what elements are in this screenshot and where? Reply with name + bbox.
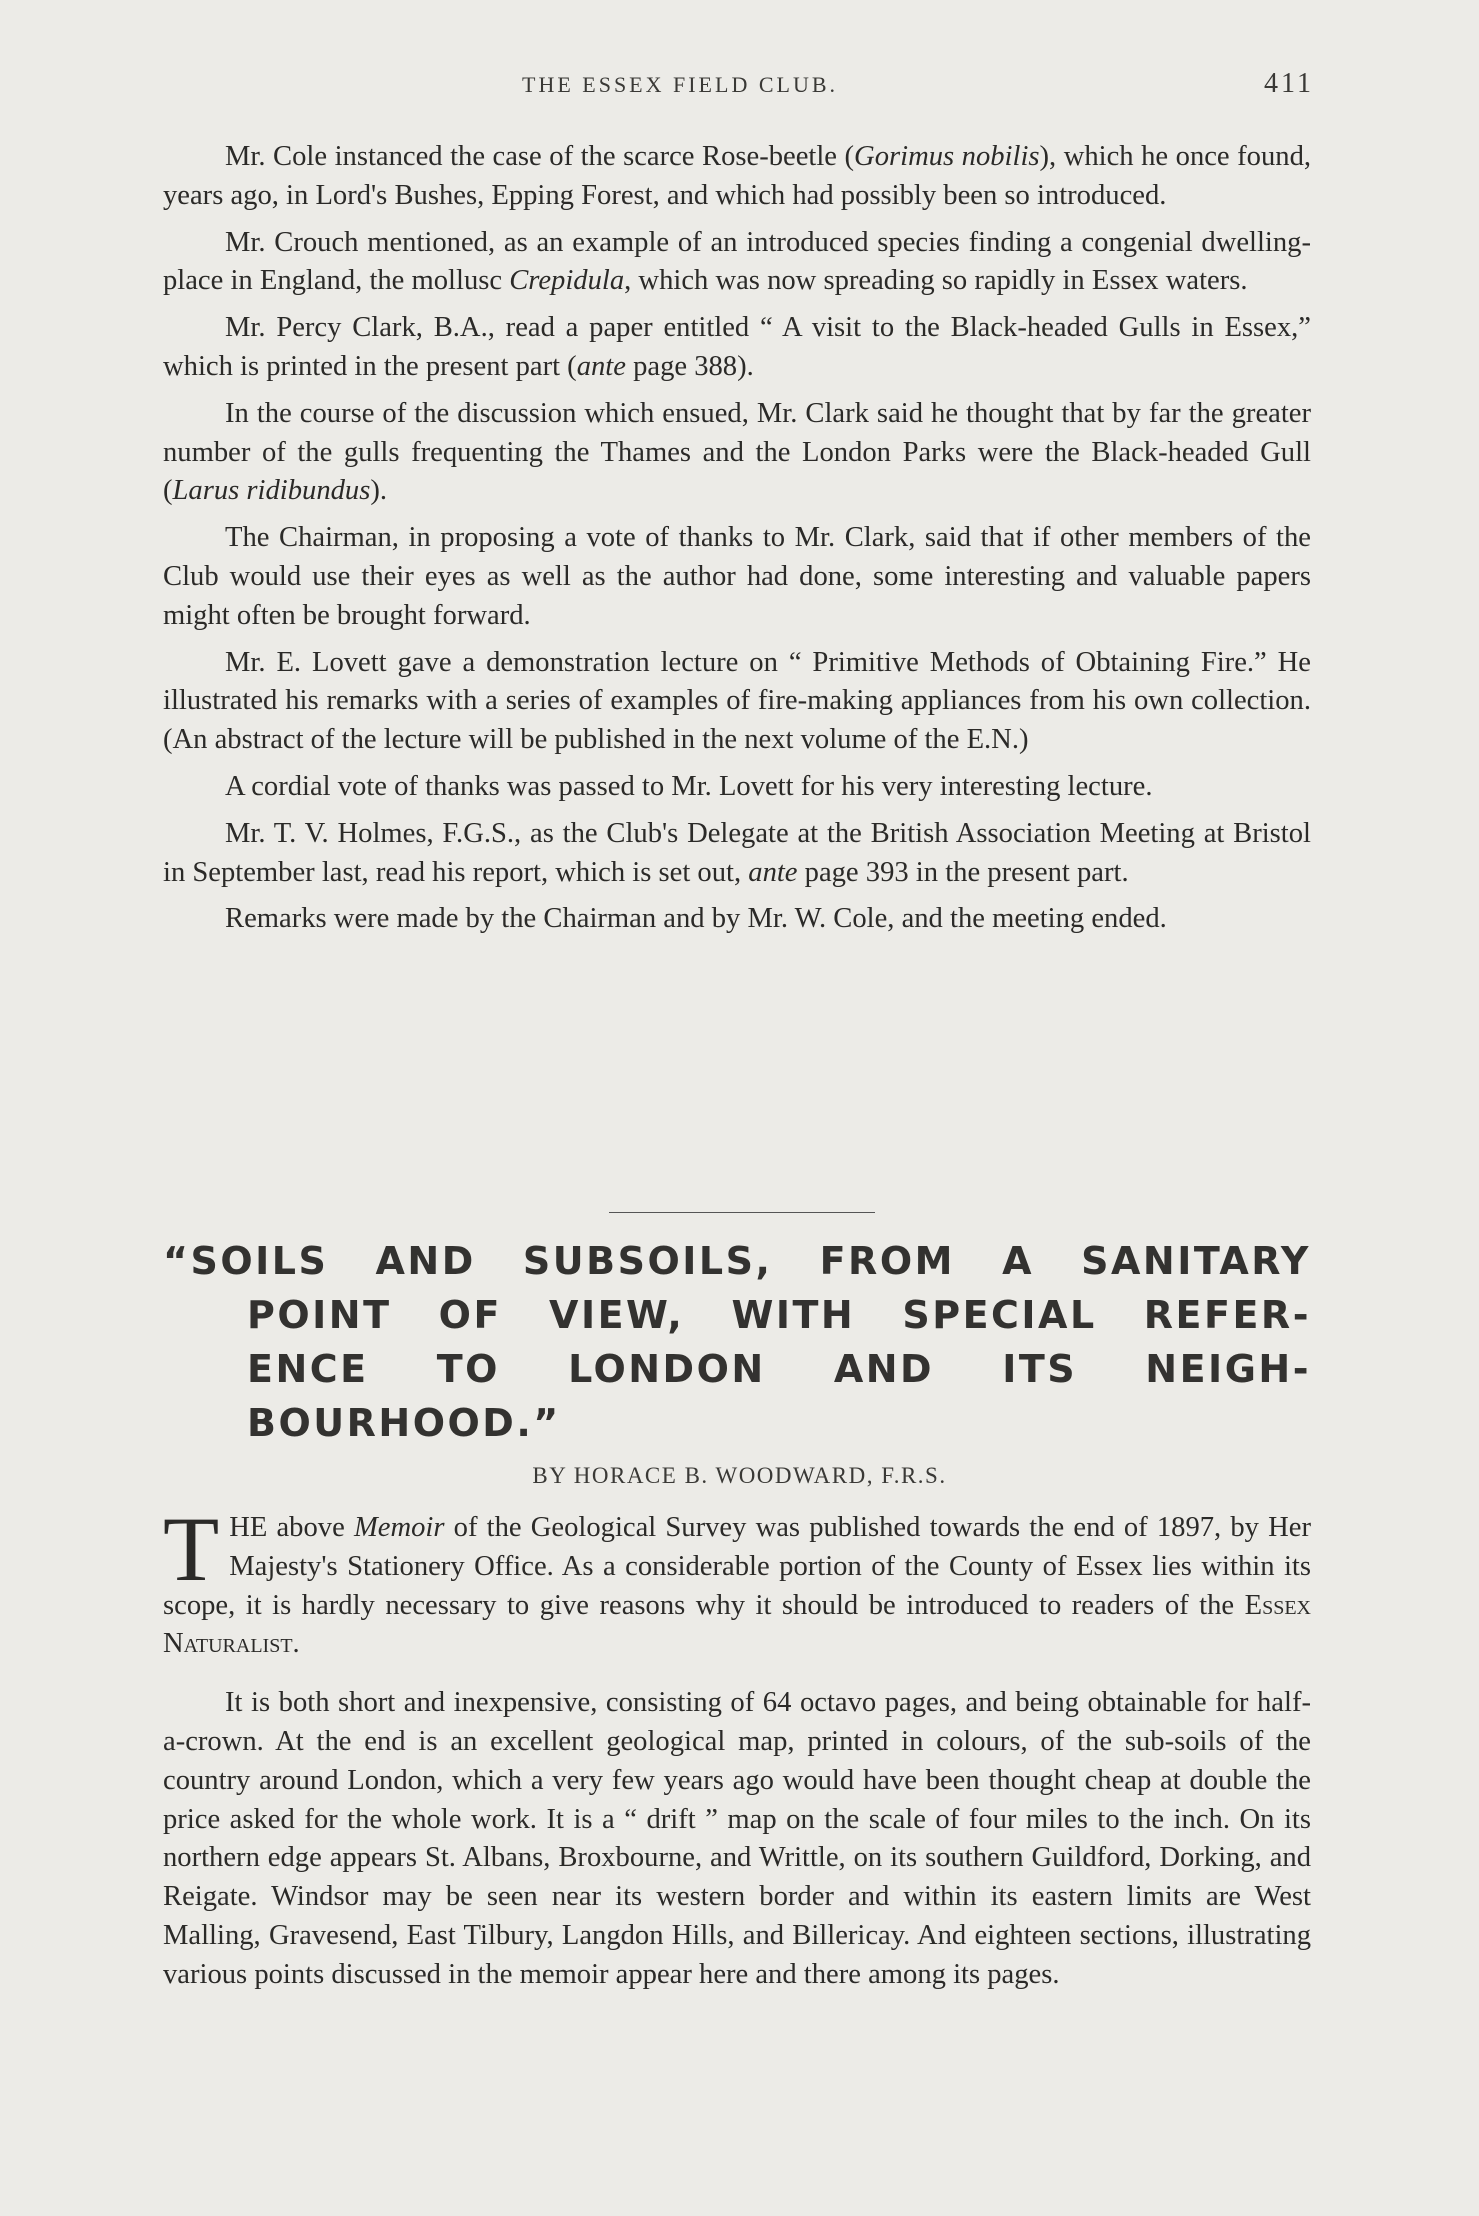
title-word: VIEW, (549, 1293, 685, 1337)
text-run: HE above (229, 1512, 354, 1543)
title-word: SPECIAL (902, 1293, 1097, 1337)
title-word: AND (833, 1347, 935, 1391)
meeting-report (163, 138, 1311, 947)
text-run: . (292, 1628, 300, 1660)
byline: BY HORACE B. WOODWARD, F.R.S. (532, 1463, 947, 1488)
title-word: TO (436, 1347, 500, 1391)
text-run: Mr. Cole instanced the case of the scarce Rose-beetle ( (225, 141, 855, 172)
article-title (163, 1234, 1311, 1450)
title-line (163, 1288, 1311, 1342)
text-run: , which was now spreading so rapidly in Essex waters. (624, 265, 1248, 297)
title-word: REFER- (1143, 1293, 1311, 1337)
title-word: POINT (247, 1293, 392, 1337)
title-word: SANITARY (1081, 1239, 1311, 1283)
title-word: A (1002, 1239, 1034, 1283)
title-word: “SOILS (163, 1239, 329, 1283)
text-run: Mr. E. Lovett gave a demonstration lecture on “ Primitive Methods of Obtaining Fire.” He illustrated his remarks with a series of examples of fire-making appliances from his own collection. (An abstract of the lecture will be published in the next volume of the E.N.) (163, 646, 1311, 756)
text-run: of the Geological Survey was published towards the end of 1897, by Her Majesty's Stationery Office. As a considerable portion of the County of Essex lies within its scope, it is hardly necessary to give reasons why it should be introduced to readers of the (163, 1512, 1312, 1621)
title-line (163, 1234, 1311, 1288)
report-paragraph (163, 644, 1311, 760)
drop-cap: T (163, 1498, 220, 1600)
report-paragraph (163, 395, 1311, 511)
title-line (163, 1342, 1311, 1396)
page-number: 411 (1264, 68, 1314, 99)
italic-term: ante (748, 856, 798, 888)
report-paragraph (163, 815, 1311, 893)
report-paragraph (163, 138, 1311, 216)
report-paragraph (163, 768, 1311, 807)
running-head: THE ESSEX FIELD CLUB. (522, 72, 838, 97)
title-word: OF (438, 1293, 502, 1337)
title-word: ITS (1002, 1347, 1078, 1391)
text-run: Mr. Percy Clark, B.A., read a paper entitled “ A visit to the Black-headed Gulls in Essex,” which is printed in the present part ( (163, 312, 1311, 382)
text-run: page 393 in the present part. (797, 856, 1129, 888)
text-run: The Chairman, in proposing a vote of thanks to Mr. Clark, said that if other members of the Club would use their eyes as well as the author had done, some interesting and valuable papers might often be brought forward. (163, 522, 1311, 631)
title-word: WITH (731, 1293, 856, 1337)
italic-term: Larus ridibundus (172, 475, 371, 507)
title-word: ENCE (247, 1347, 369, 1391)
title-word: FROM (819, 1239, 955, 1283)
italic-term: ante (576, 350, 626, 382)
article-paragraph-1 (163, 1498, 1312, 1664)
text-run: Mr. T. V. Holmes, F.G.S., as the Club's Delegate at the British Association Meeting at Bristol in September last, read his report, which is set out, (163, 817, 1311, 888)
text-run: ), which he once found, years ago, in Lord's Bushes, Epping Forest, and which had possibly been so introduced. (163, 141, 1312, 211)
text-run: ). (370, 475, 388, 507)
text-run: Mr. Crouch mentioned, as an example of an introduced species finding a congenial dwelling-place in England, the mollusc (163, 226, 1311, 297)
title-word: BOURHOOD.” (247, 1401, 561, 1445)
report-paragraph (163, 224, 1311, 302)
text-run: In the course of the discussion which ensued, Mr. Clark said he thought that by far the greater number of the gulls frequenting the Thames and the London Parks were the Black-headed Gull ( (163, 397, 1311, 507)
section-divider (609, 1212, 875, 1213)
report-paragraph (163, 309, 1311, 387)
italic-term: Crepidula (509, 265, 625, 297)
title-line (163, 1396, 1311, 1450)
text-run: page 388). (625, 350, 754, 382)
small-caps-text: Essex Naturalist (163, 1589, 1311, 1660)
article-paragraph-2: It is both short and inexpensive, consisting of 64 octavo pages, and being obtainable for half-a-crown. At the end is an excellent geological map, printed in colours, of the sub-soils of the country around London, which a very few years ago would have been thought cheap at double the price asked for the whole work. It is a “ drift ” map on the scale of four miles to the inch. On its northern edge appears St. Albans, Broxbourne, and Writtle, on its southern Guildford, Dorking, and Reigate. Windsor may be seen near its western border and within its eastern limits are West Malling, Gravesend, East Tilbury, Langdon Hills, and Billericay. And eighteen sections, illustrating various points discussed in the memoir appear here and there among its pages. (163, 1687, 1311, 1990)
title-word: SUBSOILS, (522, 1239, 773, 1283)
title-word: AND (375, 1239, 476, 1283)
report-paragraph (163, 900, 1311, 939)
article-body (163, 1498, 1312, 2015)
text-run: A cordial vote of thanks was passed to Mr. Lovett for his very interesting lecture. (225, 770, 1153, 802)
italic-term: Memoir (353, 1512, 445, 1543)
text-run: Remarks were made by the Chairman and by Mr. W. Cole, and the meeting ended. (225, 903, 1167, 935)
report-paragraph (163, 519, 1311, 635)
title-word: NEIGH- (1145, 1347, 1311, 1391)
italic-term: Gorimus nobilis (854, 141, 1040, 172)
title-word: LONDON (568, 1347, 766, 1391)
